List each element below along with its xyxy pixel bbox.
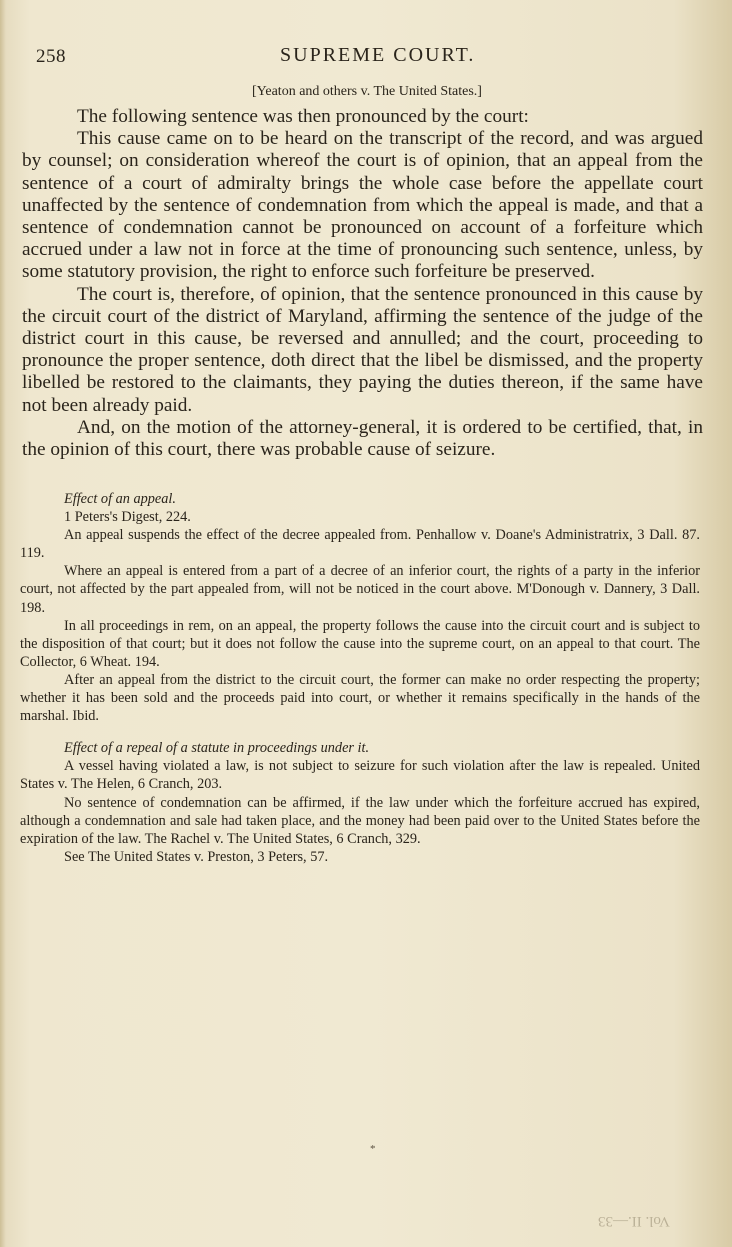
main-paragraph: The following sentence was then pronounced by the court:	[77, 106, 529, 127]
note-item: An appeal suspends the effect of the decree appealed from. Penhallow v. Doane's Administratrix, 3 Dall. 87. 119.	[20, 527, 700, 562]
page-header	[0, 44, 732, 74]
note-item: In all proceedings in rem, on an appeal, the property follows the cause into the circuit court and is subject to the disposition of that court; but it does not follow the cause into the supreme court, on an appeal to that court. The Collector, 6 Wheat. 194.	[20, 617, 700, 670]
signature-mark: Vol. II.—33	[598, 1213, 670, 1229]
note-item: No sentence of condemnation can be affirmed, if the law under which the forfeiture accrued has expired, although a condemnation and sale had taken place, and the money had been paid over to the United States before the expiration of the law. The Rachel v. The United States, 6 Cranch, 329.	[20, 794, 700, 847]
note-item: Where an appeal is entered from a part of a decree of an inferior court, the rights of a party in the inferior court, not affected by the part appealed from, will not be noticed in the court above. M'Donough v. Dannery, 3 Dall. 198.	[20, 563, 700, 616]
note-heading: Effect of a repeal of a statute in proceedings under it.	[64, 740, 370, 757]
note-item: 1 Peters's Digest, 224.	[64, 509, 191, 526]
case-caption: [Yeaton and others v. The United States.]	[252, 84, 482, 99]
main-text	[22, 106, 703, 461]
note-item: See The United States v. Preston, 3 Peters, 57.	[64, 848, 329, 865]
note-heading: Effect of an appeal.	[64, 491, 176, 507]
running-title: SUPREME COURT.	[280, 44, 476, 66]
main-paragraph: This cause came on to be heard on the transcript of the record, and was argued by counsel; on consideration whereof the court is of opinion, that an appeal from the sentence of a court of admiralty brings the whole case before the appellate court unaffected by the sentence of condemnation from which the appeal is made, and that a sentence of condemnation cannot be pronounced on account of a forfeiture which accrued under a law not in force at the time of pronouncing such sentence, unless, by some statutory provision, the right to enforce such forfeiture be preserved.	[22, 128, 703, 283]
note-item: After an appeal from the district to the circuit court, the former can make no order respecting the property; whether it has been sold and the proceeds paid into court, or whether it remains specifically in the hands of the marshal. Ibid.	[20, 671, 700, 725]
main-paragraph: The court is, therefore, of opinion, that the sentence pronounced in this cause by the circuit court of the district of Maryland, affirming the sentence of the judge of the district court in this cause, be reversed and annulled; and the court, proceeding to pronounce the proper sentence, doth direct that the libel be dismissed, and the property libelled be restored to the claimants, they paying the duties thereon, if the same have not been already paid.	[22, 283, 703, 416]
note-item: A vessel having violated a law, is not subject to seizure for such violation after the law is repealed. United States v. The Helen, 6 Cranch, 203.	[20, 758, 700, 793]
main-paragraph: And, on the motion of the attorney-general, it is ordered to be certified, that, in the opinion of this court, there was probable cause of seizure.	[22, 416, 703, 461]
page-number: 258	[36, 46, 66, 67]
footer-mark: *	[370, 1143, 376, 1155]
footnotes	[20, 490, 700, 866]
